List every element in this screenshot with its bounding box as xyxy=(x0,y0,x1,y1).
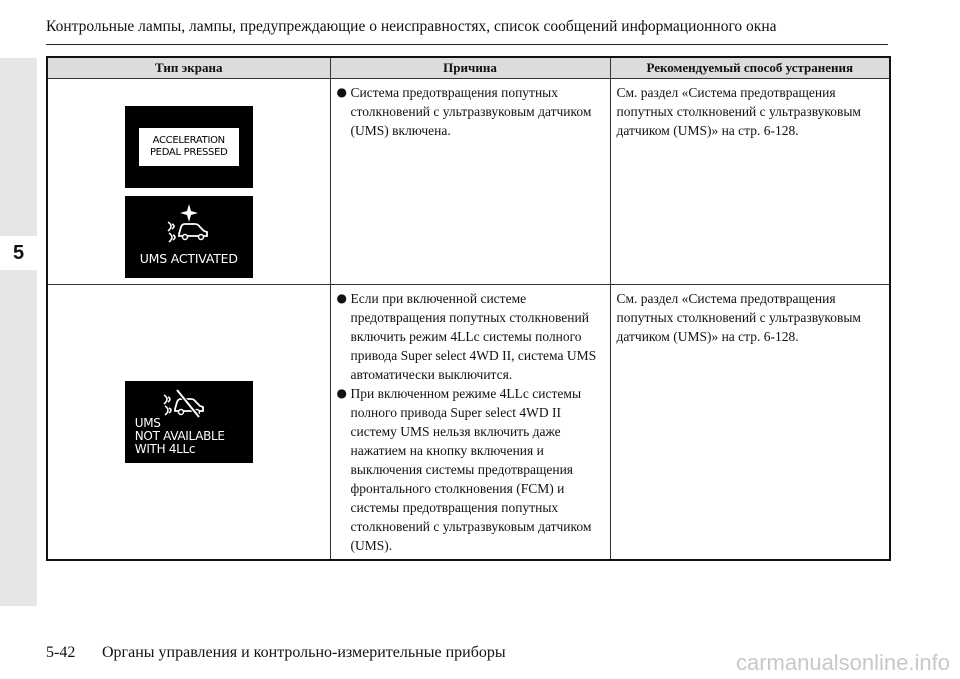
cause-cell xyxy=(330,285,610,561)
chapter-number: 5 xyxy=(0,236,37,270)
bullet-icon: ● xyxy=(336,386,347,400)
accel-line-2: PEDAL PRESSED xyxy=(149,147,228,158)
na-line-3: WITH 4LLc xyxy=(134,442,196,456)
cause-bullet xyxy=(337,83,604,140)
bullet-icon: ● xyxy=(336,85,347,99)
table-row xyxy=(47,79,890,285)
remedy-text: См. раздел «Система предотвращения попутных столкновений с ультразвуковым датчиком (UMS)» на стр. 6-128. xyxy=(616,85,861,138)
page-footer xyxy=(46,644,506,662)
cause-bullet xyxy=(337,384,604,555)
screen-cell xyxy=(47,285,330,561)
ums-not-available-display xyxy=(125,381,253,463)
accel-message-box xyxy=(139,128,239,166)
column-header-cause: Причина xyxy=(330,57,610,79)
cause-bullet xyxy=(337,289,604,384)
remedy-cell xyxy=(610,79,890,285)
table-header-row xyxy=(47,57,890,79)
remedy-cell xyxy=(610,285,890,561)
cause-text: Если при включенной системе предотвращения попутных столкновений включить режим 4LLc системы полного привода Super select 4WD II, система UMS автоматически выключится. xyxy=(350,291,597,382)
column-header-remedy: Рекомендуемый способ устранения xyxy=(610,57,890,79)
table-row xyxy=(47,285,890,561)
ums-sensor-car-icon xyxy=(165,202,213,244)
cause-cell xyxy=(330,79,610,285)
screen-cell xyxy=(47,79,330,285)
cause-text: При включенном режиме 4LLc системы полного привода Super select 4WD II систему UMS нельзя включить даже нажатием на кнопку включения и выключения системы предотвращения фронтального столкновения (FCM) и системы предотвращения попутных столкновений с ультразвуковым датчиком (UMS). xyxy=(350,386,592,553)
ums-activated-display xyxy=(125,196,253,278)
header-divider xyxy=(46,44,888,45)
watermark: carmanualsonline.info xyxy=(735,650,950,675)
ums-activated-text: UMS ACTIVATED xyxy=(139,251,238,266)
bullet-icon: ● xyxy=(336,291,347,305)
footer-section-title: Органы управления и контрольно-измерительные приборы xyxy=(102,644,506,661)
column-header-screen: Тип экрана xyxy=(47,57,330,79)
page-header-title: Контрольные лампы, лампы, предупреждающие о неисправностях, список сообщений информационного окна xyxy=(46,18,777,35)
message-table xyxy=(46,56,891,561)
chapter-tab xyxy=(0,58,37,606)
remedy-text: См. раздел «Система предотвращения попутных столкновений с ультразвуковым датчиком (UMS)» на стр. 6-128. xyxy=(616,291,861,344)
na-line-2: NOT AVAILABLE xyxy=(134,429,225,443)
cause-text: Система предотвращения попутных столкновений с ультразвуковым датчиком (UMS) включена. xyxy=(350,85,592,138)
accel-line-1: ACCELERATION xyxy=(152,135,225,146)
accel-pedal-display xyxy=(125,106,253,188)
page-number: 5-42 xyxy=(46,644,76,661)
ums-sensor-car-crossed-icon xyxy=(161,387,211,419)
ums-not-available-text xyxy=(135,417,225,456)
na-line-1: UMS xyxy=(134,416,161,430)
